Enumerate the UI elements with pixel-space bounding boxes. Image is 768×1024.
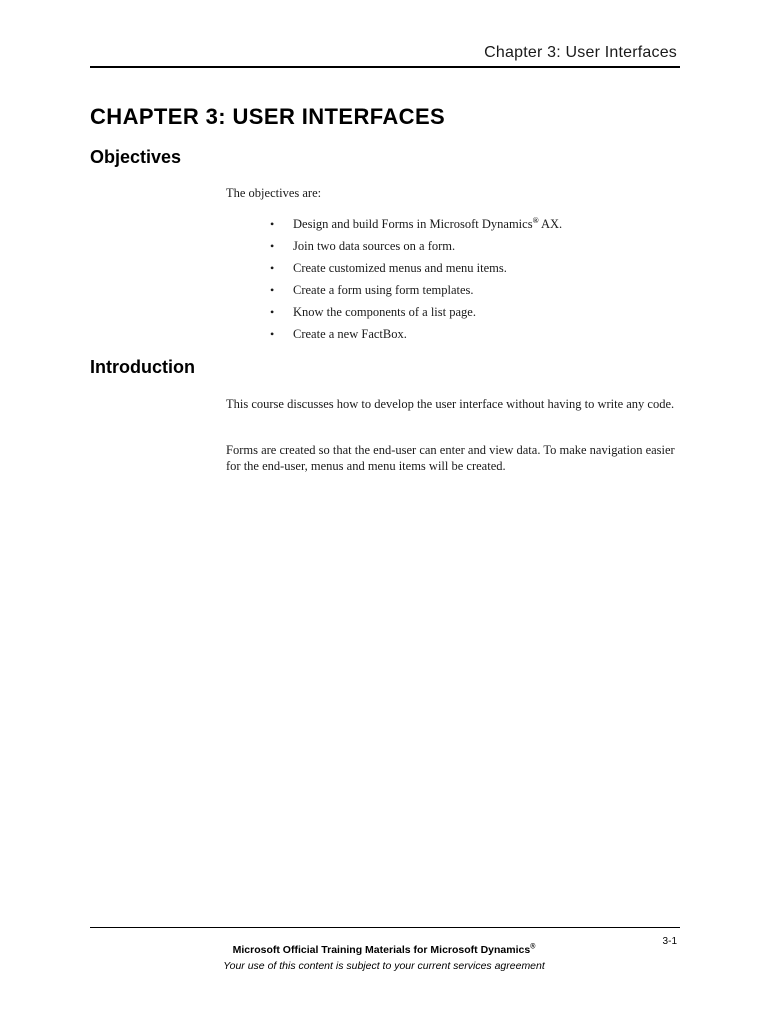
objectives-heading: Objectives <box>90 147 182 167</box>
list-item-text: Create a new FactBox. <box>293 327 407 341</box>
list-item-text: Design and build Forms in Microsoft Dynamics <box>293 217 533 231</box>
bullet-icon: • <box>270 261 275 275</box>
bullet-icon: • <box>270 305 275 319</box>
list-item-text: Create a form using form templates. <box>293 283 474 297</box>
introduction-paragraph: This course discusses how to develop the user interface without having to write any code. <box>226 397 675 411</box>
footer-notice: Your use of this content is subject to your current services agreement <box>223 960 545 972</box>
page-number: 3-1 <box>662 936 677 947</box>
bullet-icon: • <box>270 239 275 253</box>
header-rule <box>90 66 680 68</box>
bullet-icon: • <box>270 217 275 231</box>
registered-mark: ® <box>532 215 539 225</box>
footer-title <box>0 944 768 956</box>
list-item-text: Join two data sources on a form. <box>293 239 456 253</box>
registered-mark: ® <box>530 943 536 951</box>
bullet-icon: • <box>270 327 275 341</box>
footer-rule <box>90 927 680 928</box>
list-item-text: Know the components of a list page. <box>293 305 476 319</box>
introduction-paragraph: Forms are created so that the end-user can enter and view data. To make navigation easier for the end-user, menus and menu items will be created. <box>226 443 675 473</box>
bullet-icon: • <box>270 283 275 297</box>
introduction-heading: Introduction <box>90 357 195 377</box>
list-item-text-suffix: AX. <box>538 217 563 231</box>
objectives-intro: The objectives are: <box>226 186 322 200</box>
list-item <box>226 325 676 347</box>
list-item <box>226 259 676 281</box>
list-item <box>226 281 676 303</box>
list-item <box>226 237 676 259</box>
running-header: Chapter 3: User Interfaces <box>484 44 677 61</box>
footer-title-text: Microsoft Official Training Materials for Microsoft Dynamics <box>232 944 531 956</box>
list-item <box>226 303 676 325</box>
chapter-title: CHAPTER 3: USER INTERFACES <box>90 104 446 129</box>
objectives-list <box>226 215 676 347</box>
list-item-text: Create customized menus and menu items. <box>293 261 507 275</box>
list-item <box>226 215 676 237</box>
